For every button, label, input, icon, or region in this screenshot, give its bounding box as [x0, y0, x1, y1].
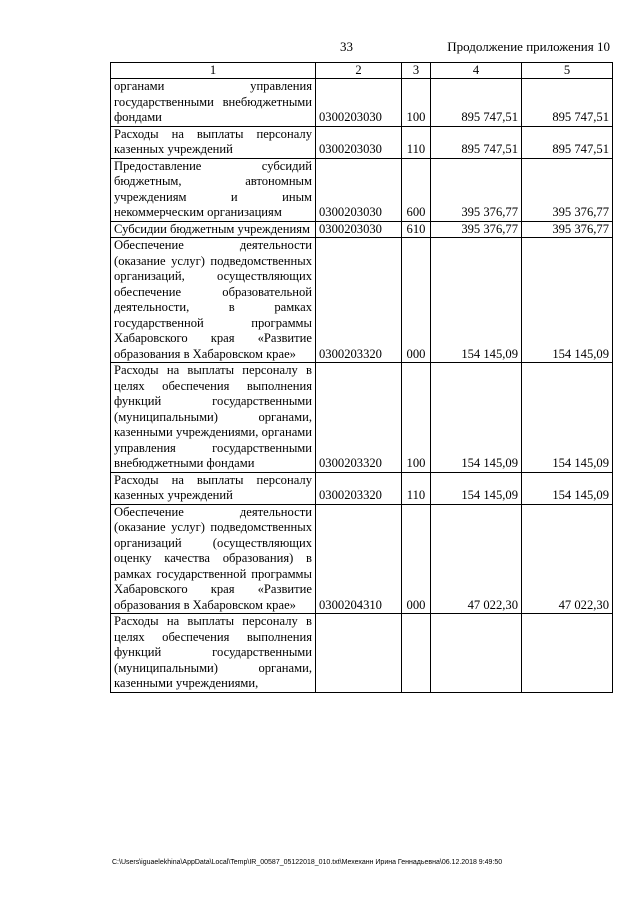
row-code: 0300203320 [316, 238, 402, 363]
row-expense-type: 100 [402, 363, 431, 473]
row-amount-1: 395 376,77 [431, 221, 522, 238]
column-header-2: 2 [316, 63, 402, 79]
row-amount-2: 154 145,09 [522, 363, 613, 473]
table-row [111, 126, 613, 158]
row-code: 0300204310 [316, 504, 402, 614]
row-amount-2 [522, 614, 613, 693]
row-amount-2: 395 376,77 [522, 221, 613, 238]
row-amount-1: 154 145,09 [431, 238, 522, 363]
column-header-4: 4 [431, 63, 522, 79]
row-amount-1: 154 145,09 [431, 472, 522, 504]
row-code: 0300203320 [316, 472, 402, 504]
row-name: Расходы на выплаты персоналу казенных учреждений [111, 126, 316, 158]
table-row [111, 221, 613, 238]
row-expense-type: 100 [402, 79, 431, 127]
row-name: Расходы на выплаты персоналу в целях обеспечения выполнения функций государственными (муниципальными) органами, казенными учреждениями, [111, 614, 316, 693]
row-amount-1: 895 747,51 [431, 79, 522, 127]
column-header-5: 5 [522, 63, 613, 79]
appendix-label: Продолжение приложения 10 [447, 39, 610, 54]
row-expense-type: 110 [402, 126, 431, 158]
row-name: Расходы на выплаты персоналу казенных учреждений [111, 472, 316, 504]
row-code: 0300203030 [316, 158, 402, 221]
page-number: 33 [340, 39, 353, 54]
row-expense-type: 610 [402, 221, 431, 238]
file-path-footer: C:\Users\iguaelekhina\AppData\Local\Temp\IR_00587_05122018_010.txt\Мехеханн Ирина Геннадьевна\06.12.2018 9:49:50 [112, 859, 503, 866]
row-name: Предоставление субсидий бюджетным, автономным учреждениям и иным некоммерческим организациям [111, 158, 316, 221]
row-expense-type: 110 [402, 472, 431, 504]
row-amount-1: 154 145,09 [431, 363, 522, 473]
row-name: Субсидии бюджетным учреждениям [111, 221, 316, 238]
column-header-1: 1 [111, 63, 316, 79]
row-amount-1: 895 747,51 [431, 126, 522, 158]
table-row [111, 79, 613, 127]
row-expense-type: 600 [402, 158, 431, 221]
row-expense-type: 000 [402, 504, 431, 614]
row-name: Обеспечение деятельности (оказание услуг) подведомственных организаций (осуществляющих оценку качества образования) в рамках государственной программы Хабаровского края «Развитие образования в Хабаровском крае» [111, 504, 316, 614]
table-row [111, 472, 613, 504]
row-amount-2: 895 747,51 [522, 79, 613, 127]
row-amount-2: 154 145,09 [522, 472, 613, 504]
row-amount-2: 47 022,30 [522, 504, 613, 614]
row-name: органами управления государственными внебюджетными фондами [111, 79, 316, 127]
budget-table [110, 62, 613, 693]
row-amount-1 [431, 614, 522, 693]
table-row [111, 238, 613, 363]
row-name: Расходы на выплаты персоналу в целях обеспечения выполнения функций государственными (муниципальными) органами, казенными учреждениями, органами управления государственными внебюджетными фондами [111, 363, 316, 473]
row-amount-1: 395 376,77 [431, 158, 522, 221]
row-amount-2: 395 376,77 [522, 158, 613, 221]
row-code: 0300203030 [316, 79, 402, 127]
row-amount-1: 47 022,30 [431, 504, 522, 614]
column-number-row [111, 63, 613, 79]
row-amount-2: 154 145,09 [522, 238, 613, 363]
table-row [111, 158, 613, 221]
row-expense-type: 000 [402, 238, 431, 363]
table-row [111, 614, 613, 693]
row-name: Обеспечение деятельности (оказание услуг) подведомственных организаций, осуществляющих обеспечение образовательной деятельности, в рамках государственной программы Хабаровского края «Развитие образования в Хабаровском крае» [111, 238, 316, 363]
row-code: 0300203320 [316, 363, 402, 473]
row-amount-2: 895 747,51 [522, 126, 613, 158]
row-code: 0300203030 [316, 126, 402, 158]
table-row [111, 363, 613, 473]
table-row [111, 504, 613, 614]
column-header-3: 3 [402, 63, 431, 79]
row-code [316, 614, 402, 693]
row-code: 0300203030 [316, 221, 402, 238]
row-expense-type [402, 614, 431, 693]
